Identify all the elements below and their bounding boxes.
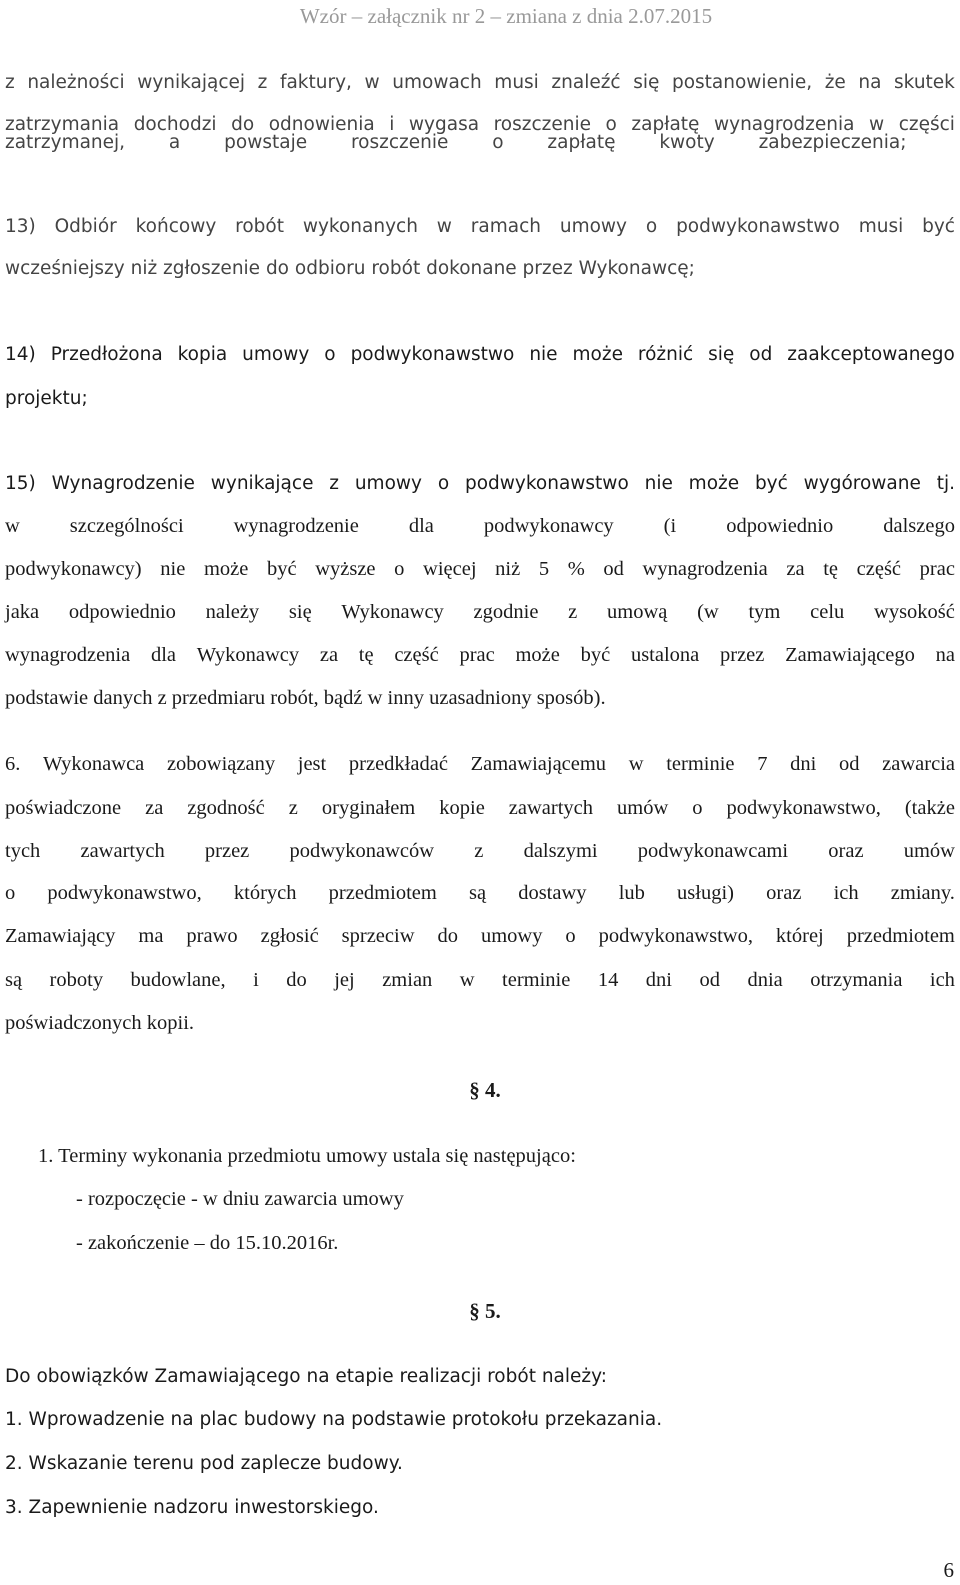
word: z bbox=[329, 473, 339, 494]
word: prac bbox=[459, 644, 495, 666]
word: budowlane, bbox=[130, 969, 226, 991]
word: odpowiednio bbox=[68, 601, 176, 623]
word: więcej bbox=[423, 558, 477, 580]
section-4-end bbox=[76, 1232, 338, 1255]
word: podwykonawstwo bbox=[464, 473, 629, 494]
word: Odbiór bbox=[54, 216, 117, 237]
word: podwykonawcy) bbox=[5, 558, 142, 580]
word: końcowy bbox=[135, 216, 217, 237]
word: ich bbox=[929, 969, 955, 991]
word: postanowienie, bbox=[671, 72, 813, 93]
point-6-line6 bbox=[5, 969, 955, 992]
word: różnić bbox=[637, 344, 694, 365]
word: się bbox=[708, 344, 735, 365]
word: na bbox=[858, 72, 882, 93]
word: w bbox=[459, 969, 475, 991]
word: przez bbox=[204, 840, 250, 862]
word: w bbox=[436, 216, 452, 237]
list-item-15-line3 bbox=[5, 558, 955, 581]
word: może bbox=[688, 473, 740, 494]
word: części bbox=[898, 114, 955, 135]
page-header: Wzór – załącznik nr 2 – zmiana z dnia 2.07.2015 bbox=[299, 4, 713, 28]
word: Wykonawcy bbox=[196, 644, 300, 666]
word: umowy bbox=[559, 216, 628, 237]
word: i bbox=[253, 969, 259, 991]
point-6-line4 bbox=[5, 882, 955, 905]
word: dla bbox=[408, 515, 434, 537]
word: o bbox=[437, 473, 450, 494]
word: część bbox=[856, 558, 902, 580]
section-5-intro bbox=[5, 1366, 955, 1387]
word: terminie bbox=[666, 753, 735, 775]
word: Zamawiający bbox=[5, 925, 116, 947]
word: wykonanych bbox=[302, 216, 418, 237]
paragraph-continuation bbox=[5, 72, 955, 93]
word: celu bbox=[810, 601, 845, 623]
word: sprzeciw bbox=[341, 925, 415, 947]
word: za bbox=[786, 558, 805, 580]
word: szczególności bbox=[69, 515, 184, 537]
word: oraz bbox=[828, 840, 864, 862]
word: dalszymi bbox=[523, 840, 598, 862]
word: o bbox=[5, 882, 16, 904]
text-line: wcześniejszy niż zgłoszenie do odbioru robót dokonane przez Wykonawcę; bbox=[5, 258, 695, 279]
word: o bbox=[605, 114, 617, 135]
list-item-13-line2 bbox=[5, 258, 955, 279]
word: Wykonawcy bbox=[341, 601, 444, 623]
word: zawarcia bbox=[882, 753, 955, 775]
point-6-line3 bbox=[5, 840, 955, 863]
word: za bbox=[145, 797, 164, 819]
word: o bbox=[645, 216, 658, 237]
word: robót bbox=[235, 216, 284, 237]
word: jest bbox=[297, 753, 327, 775]
word: umów bbox=[617, 797, 669, 819]
list-item-14-line2 bbox=[5, 388, 955, 409]
word: o bbox=[394, 558, 405, 580]
word: wygórowane bbox=[803, 473, 921, 494]
word: kopie bbox=[439, 797, 485, 819]
list-item-13 bbox=[5, 216, 955, 237]
word: 14 bbox=[597, 969, 619, 991]
word: podwykonawców bbox=[289, 840, 435, 862]
word: część bbox=[394, 644, 439, 666]
word: należy bbox=[205, 601, 260, 623]
word: ramach bbox=[470, 216, 541, 237]
word: podwykonawcami bbox=[637, 840, 789, 862]
text-line bbox=[5, 840, 955, 863]
text-line: zatrzymanej, a powstaje roszczenie o zapłatę kwoty zabezpieczenia; bbox=[5, 132, 907, 153]
word: zgodnie bbox=[473, 601, 539, 623]
word: dalszego bbox=[883, 515, 955, 537]
word: z bbox=[568, 601, 578, 623]
word: zawartych bbox=[508, 797, 594, 819]
word: że bbox=[824, 72, 846, 93]
point-6-line2 bbox=[5, 797, 955, 820]
word: do bbox=[437, 925, 458, 947]
word: wynikające bbox=[210, 473, 314, 494]
word: roboty bbox=[49, 969, 104, 991]
word: tj. bbox=[936, 473, 955, 494]
list-item-15-line6 bbox=[5, 687, 955, 710]
word: na bbox=[935, 644, 955, 666]
word: od bbox=[839, 753, 860, 775]
word: przedmiotem bbox=[846, 925, 955, 947]
text-line: - rozpoczęcie - w dniu zawarcia umowy bbox=[76, 1188, 404, 1210]
word: być bbox=[580, 644, 611, 666]
word: przedmiotem bbox=[328, 882, 437, 904]
word: są bbox=[468, 882, 487, 904]
section-5-item-2 bbox=[5, 1453, 955, 1474]
word: umowach bbox=[392, 72, 482, 93]
word: której bbox=[775, 925, 824, 947]
word: przedkładać bbox=[348, 753, 448, 775]
word: dostawy bbox=[518, 882, 587, 904]
word: zobowiązany bbox=[166, 753, 276, 775]
word: nie bbox=[529, 344, 558, 365]
word: otrzymania bbox=[810, 969, 903, 991]
word: może bbox=[515, 644, 560, 666]
word: zmian bbox=[382, 969, 433, 991]
section-4-heading: § 4. bbox=[469, 1078, 501, 1102]
word: wynagrodzenia bbox=[5, 644, 131, 666]
word: może bbox=[572, 344, 623, 365]
word: o bbox=[565, 925, 576, 947]
word: 7 bbox=[757, 753, 768, 775]
text-line bbox=[5, 515, 955, 538]
word: z bbox=[5, 72, 15, 93]
word: oryginałem bbox=[321, 797, 416, 819]
word: w bbox=[869, 114, 885, 135]
word: których bbox=[233, 882, 297, 904]
word: wynagrodzenia bbox=[642, 558, 768, 580]
word: dochodzi bbox=[133, 114, 217, 135]
word: prawo bbox=[186, 925, 238, 947]
word: o bbox=[692, 797, 703, 819]
word: usługi) bbox=[677, 882, 734, 904]
word: wynagrodzenia bbox=[714, 114, 855, 135]
word: za bbox=[319, 644, 339, 666]
word: jej bbox=[334, 969, 355, 991]
text-line: projektu; bbox=[5, 388, 88, 409]
word: są bbox=[5, 969, 23, 991]
word: w bbox=[628, 753, 644, 775]
word: dnia bbox=[747, 969, 783, 991]
text-line bbox=[5, 473, 955, 494]
word: podwykonawstwo bbox=[350, 344, 515, 365]
word: umów bbox=[903, 840, 955, 862]
word: niż bbox=[495, 558, 521, 580]
word: nie bbox=[644, 473, 673, 494]
text-line bbox=[5, 558, 955, 581]
word: wynikającej bbox=[137, 72, 246, 93]
point-6 bbox=[5, 753, 955, 776]
word: Przedłożona bbox=[50, 344, 163, 365]
word: jaka bbox=[5, 601, 40, 623]
word: być bbox=[922, 216, 955, 237]
list-item-15-line4 bbox=[5, 601, 955, 624]
word: odnowienia bbox=[268, 114, 375, 135]
word: i bbox=[389, 114, 395, 135]
word: zatrzymania bbox=[5, 114, 120, 135]
text-line bbox=[5, 344, 955, 365]
list-item-15 bbox=[5, 473, 955, 494]
word: być bbox=[754, 473, 788, 494]
word: znaleźć bbox=[551, 72, 621, 93]
word: prac bbox=[919, 558, 955, 580]
word: w bbox=[364, 72, 380, 93]
text-line: - zakończenie – do 15.10.2016r. bbox=[76, 1232, 339, 1254]
point-6-line5 bbox=[5, 925, 955, 948]
word: ich bbox=[833, 882, 859, 904]
text-line bbox=[5, 753, 955, 776]
text-line: poświadczonych kopii. bbox=[5, 1012, 195, 1034]
word: kopia bbox=[177, 344, 228, 365]
word: skutek bbox=[894, 72, 955, 93]
word: umowy bbox=[480, 925, 543, 947]
word: do bbox=[231, 114, 255, 135]
word: 13) bbox=[5, 216, 36, 237]
word: od bbox=[699, 969, 720, 991]
word: od bbox=[749, 344, 773, 365]
word: przez bbox=[720, 644, 765, 666]
word: wyższe bbox=[315, 558, 376, 580]
word: zapłatę bbox=[631, 114, 700, 135]
list-item: 2. Wskazanie terenu pod zaplecze budowy. bbox=[5, 1453, 403, 1474]
word: odpowiednio bbox=[726, 515, 834, 537]
word: tę bbox=[823, 558, 839, 580]
word: zmiany. bbox=[890, 882, 955, 904]
text-line bbox=[5, 601, 955, 624]
word: dla bbox=[150, 644, 177, 666]
section-4-item-1 bbox=[38, 1145, 576, 1168]
word: ma bbox=[138, 925, 164, 947]
word: poświadczone bbox=[5, 797, 122, 819]
word: o bbox=[324, 344, 336, 365]
word: faktury, bbox=[279, 72, 352, 93]
word: może bbox=[203, 558, 249, 580]
word: musi bbox=[494, 72, 539, 93]
word: musi bbox=[858, 216, 904, 237]
word: podwykonawstwo bbox=[676, 216, 840, 237]
word: umową bbox=[607, 601, 668, 623]
word: Zamawiającemu bbox=[470, 753, 607, 775]
text-line bbox=[5, 925, 955, 948]
list-item-15-line5 bbox=[5, 644, 955, 667]
word: wynagrodzenie bbox=[233, 515, 359, 537]
word: dni bbox=[790, 753, 817, 775]
word: terminie bbox=[502, 969, 571, 991]
text-line bbox=[5, 797, 955, 820]
word: podwykonawcy bbox=[483, 515, 614, 537]
text-line bbox=[5, 969, 955, 992]
list-item: 1. Wprowadzenie na plac budowy na podstawie protokołu przekazania. bbox=[5, 1409, 663, 1430]
list-item: 3. Zapewnienie nadzoru inwestorskiego. bbox=[5, 1497, 379, 1518]
word: się bbox=[288, 601, 312, 623]
word: Wykonawca bbox=[43, 753, 145, 775]
section-5-item-1 bbox=[5, 1409, 955, 1430]
word: nie bbox=[160, 558, 186, 580]
word: należności bbox=[27, 72, 125, 93]
word: (i bbox=[663, 515, 677, 537]
section-5-item-3 bbox=[5, 1497, 955, 1518]
word: zawartych bbox=[80, 840, 165, 862]
word: umowy bbox=[242, 344, 310, 365]
text-line bbox=[5, 882, 955, 905]
word: podwykonawstwo, bbox=[726, 797, 881, 819]
word: wysokość bbox=[874, 601, 955, 623]
word: z bbox=[257, 72, 268, 93]
word: dni bbox=[645, 969, 672, 991]
word: Wynagrodzenie bbox=[51, 473, 195, 494]
text-line bbox=[5, 216, 955, 237]
word: się bbox=[633, 72, 660, 93]
word: 15) bbox=[5, 473, 36, 494]
word: (także bbox=[904, 797, 955, 819]
text-line: 1. Terminy wykonania przedmiotu umowy ustala się następująco: bbox=[38, 1145, 576, 1167]
section-5-heading: § 5. bbox=[469, 1299, 501, 1323]
text-line: podstawie danych z przedmiaru robót, bądź w inny uzasadniony sposób). bbox=[5, 687, 606, 709]
word: zaakceptowanego bbox=[787, 344, 955, 365]
word: umowy bbox=[354, 473, 422, 494]
word: od bbox=[603, 558, 624, 580]
word: podwykonawstwo, bbox=[598, 925, 753, 947]
text-line bbox=[5, 72, 955, 93]
word: 5 bbox=[538, 558, 550, 580]
word: 14) bbox=[5, 344, 36, 365]
word: % bbox=[567, 558, 585, 580]
word: tych bbox=[5, 840, 41, 862]
word: ustalona bbox=[630, 644, 700, 666]
word: wygasa bbox=[408, 114, 480, 135]
word: 6. bbox=[5, 753, 21, 775]
word: zgodność bbox=[187, 797, 265, 819]
word: tę bbox=[358, 644, 374, 666]
word: z bbox=[474, 840, 484, 862]
page-number: 6 bbox=[943, 1558, 954, 1582]
word: lub bbox=[618, 882, 645, 904]
list-item-15-line2 bbox=[5, 515, 955, 538]
word: Zamawiającego bbox=[785, 644, 915, 666]
word: podwykonawstwo, bbox=[47, 882, 202, 904]
section-4-start bbox=[76, 1188, 404, 1211]
list-item-14 bbox=[5, 344, 955, 365]
word: być bbox=[266, 558, 297, 580]
word: (w bbox=[697, 601, 719, 623]
word: roszczenie bbox=[493, 114, 591, 135]
word: tym bbox=[748, 601, 781, 623]
word: z bbox=[288, 797, 298, 819]
word: w bbox=[5, 515, 20, 537]
word: zgłosić bbox=[260, 925, 319, 947]
text-line: Do obowiązków Zamawiającego na etapie realizacji robót należy: bbox=[5, 1366, 607, 1387]
word: oraz bbox=[766, 882, 802, 904]
text-line bbox=[5, 644, 955, 667]
point-6-line7 bbox=[5, 1012, 955, 1035]
word: do bbox=[286, 969, 307, 991]
